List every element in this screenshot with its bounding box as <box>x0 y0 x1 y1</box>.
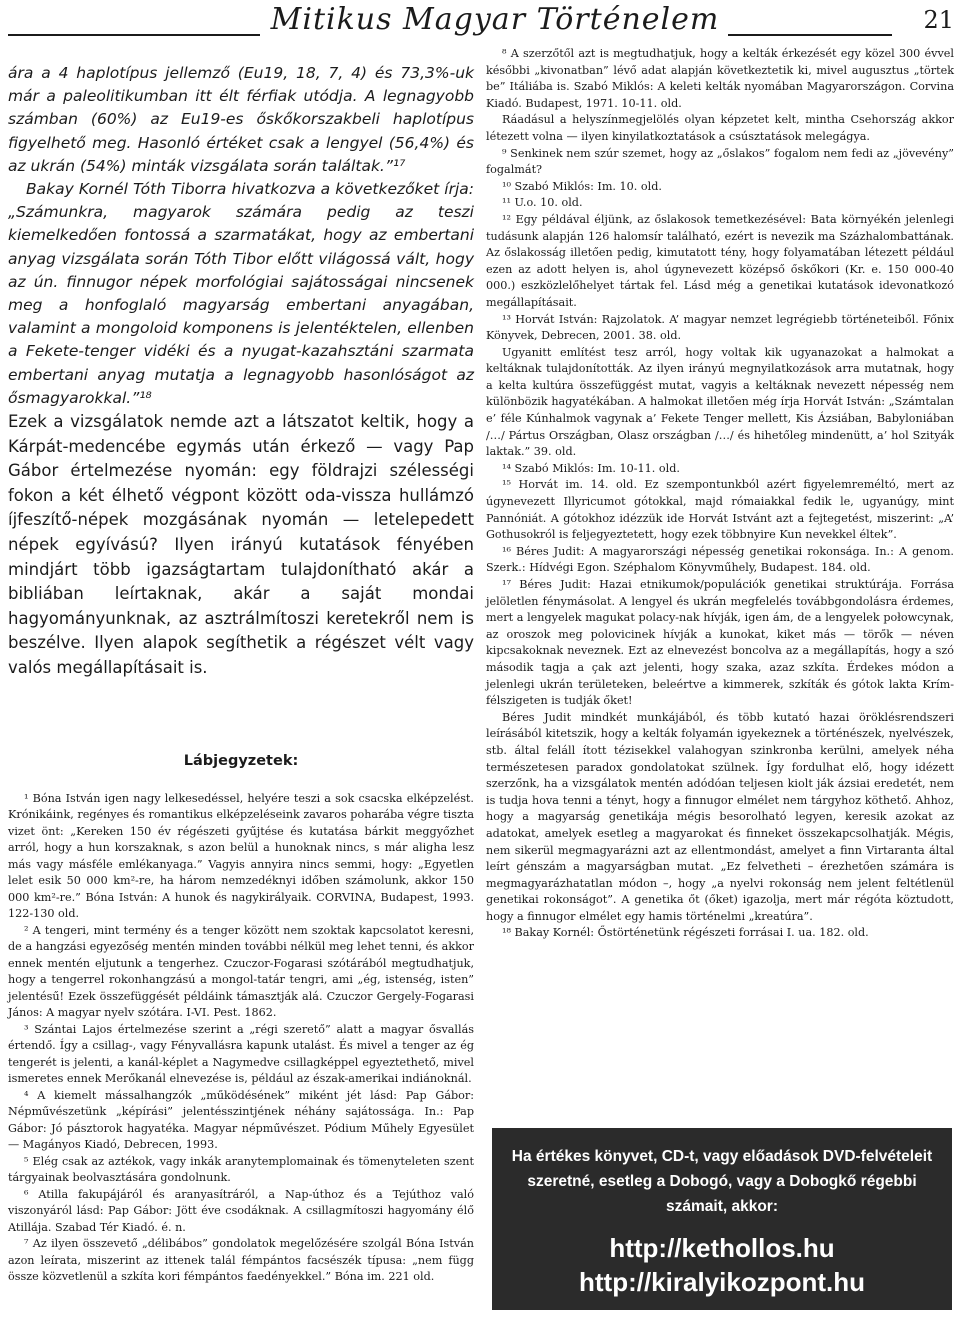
footnote-7: ⁷ Az ilyen összevető „délibábos” gondolatok megelőzésére szolgál Bóna István azon leírata, miszerint az ittenek talál fémpántos facsészék típusa: „nem függ össze közvetlenül a szkíta kori fémpántos faedényekkel.” Bóna im. 221 old. <box>8 1237 474 1284</box>
page-header <box>0 0 960 48</box>
footnotes-right <box>486 46 954 942</box>
footnote-5: ⁵ Elég csak az aztékok, vagy inkák aranytemplomainak és tömenyteleten szent tárgyainak beolvasztására gondolnunk. <box>8 1154 474 1185</box>
footnote-8: ⁸ A szerzőtől azt is megtudhatjuk, hogy a kelták érkezését egy közel 300 évvel későbbi „kivonatban” lévő adat alapján következtetik ki, mivel augusztus „törtek be” Itáliába is. Szabó Miklós: A keleti kelták nyomában Magyarországon. Corvina Kiadó. Budapest, 1971. 10-11. old. <box>486 47 954 110</box>
footnote-11: ¹¹ U.o. 10. old. <box>502 196 583 210</box>
page-number: 21 <box>923 6 954 34</box>
main-text <box>8 62 474 681</box>
footnote-18: ¹⁸ Bakay Kornél: Őstörténetünk régészeti forrásai I. ua. 182. old. <box>502 926 869 940</box>
footnote-3: ³ Szántai Lajos értelmezése szerint a „régi szerető” alatt a magyar ősvallás értendő. Így a csillag-, vagy Fényvallásra kapunk utalást. És mivel a tenger az ég tengerét is jelenti, a kanál-képlet a Nagymedve csillagképpel egyeztethető, mivel ismeretes ennek Merőkanál elnevezése is, például az észak-amerikai indiánoknál. <box>8 1022 474 1086</box>
footnote-17-continued: Béres Judit mindkét munkájából, és több kutató hazai öröklésrendszeri leírásából kitetszik, hogy a kelták folyamán igyekeznek a történészek, nyelvészek, stb. által feláll ított tézisekkel valahogyan szinkronba kerülni, amelyek néha természetesen paradox gondolatokat szülnek. Így fordulhat elő, hogy idézett szerzőnk, ha a vizsgálatok mentén adódóan teljesen kiolt ják ázsiai eredetét, nem is tudja hova tenni a tényt, hogy a finnugor elmélet nem tárgyhoz köthető. Ahhoz, hogy a magyarság genetikája mégis besorolható legyen, keresik azokat az adatokat, amelyek esetleg a magyarokat és finneket összekapcsolhatják. Mégis, nem sikerül megmagyarázni azt az ellentmondást, amelyet a finn Virtaranta által leírt génszám a magyarságban mutat. „Ez felvetheti – érezhetően számára is megmagyarázhatatlan módon –, hogy „a nyelvi rokonság nem jelent feltétlenül genetikai rokonságot”. A genetika őt (őket) igazolja, mert már régóta köztudott, hogy a finnugor elmélet egy hamis történelmi „kreatúra”. <box>486 710 954 923</box>
left-column <box>8 62 474 1286</box>
footnote-6: ⁶ Atilla fakupájáról és aranyasítráról, a Nap-úthoz és a Tejúthoz való viszonyáról lásd: Pap Gábor: Jött éve csodáknak. A csillagmítoszi hagyomány élő Atillája. Szabad Tér Kiadó. é. n. <box>8 1187 474 1234</box>
footnote-13-continued: Ugyanitt említést tesz arról, hogy voltak kik ugyanazokat a halmokat a keltáknak tulajdonították. Az ilyen irányú megnyilatkozások arra mutatnak, hogy a kelta kultúra összefüggést mutat, vagyis a keltáknak nevezett népesség nem különbözik hagyatékában. A halmokat illetően még írja Horvát István: „Számtalan e’ féle Kúnhalmok vagynak a’ Fekete Tenger mellett, Kis Ázsiában, Babyloniában /…/ Pártus Országban, Olasz országban /…/ és hihetőleg mindenütt, a’ hol Szityák laktak.” 39. old. <box>486 345 954 459</box>
footnotes-heading: Lábjegyzetek: <box>183 752 299 769</box>
header-rule-left <box>8 34 260 36</box>
main-text-quote: Bakay Kornél Tóth Tiborra hivatkozva a következőket írja: „Számunkra, magyarok számára pedig az teszi kiemelkedően fontossá a szarmatákat, hogy az embertani anyag vizsgálata során Tóth Tibor előtt világossá vált, hogy az ún. finnugor népek morfológiai sajátosságai nincsenek meg a honfoglaló magyarság embertani anyagában, valamint a mongoloid komponens is jelentéktelen, ellenben a Fekete-tenger vidéki és a nyugat-kazahsztáni szarmata embertani anyag mutatja a legnagyobb hasonlóságot az ősmagyarokkal.”¹⁸ <box>8 180 474 407</box>
footnote-12: ¹² Egy példával éljünk, az őslakosok temetkezésével: Bata környékén jelenlegi tudásunk alapján 126 halomsír található, ezért is nevezik ma Százhalombattának. Az őslakosság illetően pedig, kimutatott tény, hogy folyamatában létezett például ezen az adott helyen is, ahol úgynevezett középső őskőkori (Kr. e. 150 000-40 000.) eszközlelőhelyet tártak fel. Lásd még a genetikai kutatások idevonatkozó megállapításait. <box>486 212 954 309</box>
footnote-1: ¹ Bóna István igen nagy lelkesedéssel, helyére teszi a sok csacska elképzelést. Krónikáink, regényes és romantikus elképzeléseink zavaros poharába végre tiszta vizet önt: „Kereken 150 év régészeti gyűjtése és kutatása bárkit meggyőzhet arról, hogy a hun korszaknak, s azon belül a hunoknak nincs, s már aligha lesz más vagy másféle emlékanyaga.” Vagyis annyira nincs semmi, hogy: „Egyetlen lelet esik 50 000 km²-re, ha három nemzedéknyi időben számolunk, akkor 150 000 km²-re.” Bóna István: A hunok és nagykirályaik. CORVINA, Budapest, 1993. 122-130 old. <box>8 791 474 921</box>
running-title: Mitikus Magyar Történelem <box>270 2 720 37</box>
footnote-4: ⁴ A kiemelt mássalhangzók „működésének” miként jét lásd: Pap Gábor: Népművészetünk „képírási” jelentésszintjének néhány sajátossága. In.: Pap Gábor: Jó pásztorok hagyatéka. Magyar népművészet. Pódium Műhely Egyesület — Magányos Kiadó, Debrecen, 1993. <box>8 1088 474 1152</box>
footnote-10: ¹⁰ Szabó Miklós: Im. 10. old. <box>502 179 662 193</box>
promo-box <box>492 1128 952 1310</box>
promo-text: Ha értékes könyvet, CD-t, vagy előadások DVD-felvételeit szeretné, esetleg a Dobogó, vagy a Dobogkő régebbi számait, akkor: <box>511 1148 933 1215</box>
footnote-9: ⁹ Senkinek nem szúr szemet, hogy az „őslakos” fogalom nem fedi az „jövevény” fogalmát? <box>486 146 954 177</box>
footnote-13: ¹³ Horvát István: Rajzolatok. A’ magyar nemzet legrégiebb történeteiből. Főnix Könyvek, Debrecen, 2001. 38. old. <box>486 312 954 343</box>
footnotes-left <box>8 791 474 1286</box>
main-text-conclusion: Ezek a vizsgálatok nemde azt a látszatot keltik, hogy a Kárpát-medencébe egymás után érkező — vagy Pap Gábor értelmezése nyomán: egy földrajzi szélességi fokon a két élhető végpont között oda-vissza hullámzó íjfeszítő-népek mozgásának nyomán — letelepedett népek egyívású? Ilyen irányú kutatások fényében mindjárt több igazságtartam tulajdonítható akár a bibliában leírtaknak, akár a saját mondai hagyományunknak, az asztrálmítoszi keretekről nem is beszélve. Ilyen alapok segíthetik a régészet vélt vagy valós megállapításait is. <box>8 412 474 677</box>
footnote-2: ² A tengeri, mint termény és a tenger között nem szoktak kapcsolatot keresni, de a hangzási egyezőség mentén minden további nélkül meg lehet tenni, és akkor ennek mentén eljutunk a tengerhez. Czuczor-Fogarasi szótárából megtudhatjuk, hogy a tengerrel rokonhangzású a mongol-tatár tengri, ami „ég, istenség, isten” jelentésű! Ezek összefüggését példáink támasztják alá. Czuczor Gergely-Fogarasi János: A magyar nyelv szótára. I-VI. Pest. 1862. <box>8 923 474 1020</box>
footnote-8-continued: Ráadásul a helyszínmegjelölés olyan képzetet kelt, mintha Csehország akkor létezett volna — ilyen kinyilatkoztatások a csúsztatások melegágya. <box>486 113 954 143</box>
main-text-lead: ára a 4 haplotípus jellemző (Eu19, 18, 7, 4) és 73,3%-uk már a paleolitikumban itt élt férfiak utódja. A legnagyobb számban (60%) az Eu19-es őskőkorszakbeli haplotípus figyelhető meg. Hasonló értéket csak a lengyel (56,4%) és az ukrán (54%) minták vizsgálata során találtak.”¹⁷ <box>8 64 474 175</box>
promo-link-kiralyikozpont[interactable]: http://kiralyikozpont.hu <box>579 1267 865 1297</box>
header-rule-right <box>728 34 892 36</box>
footnote-16: ¹⁶ Béres Judit: A magyarországi népesség genetikai rokonsága. In.: A genom. Szerk.: Hídvégi Egon. Széphalom Könyvműhely, Budapest. 184. old. <box>486 544 954 575</box>
footnote-17: ¹⁷ Béres Judit: Hazai etnikumok/populációk genetikai struktúrája. Forrása jelöletlen fénymásolat. A lengyel és ukrán megfelelés továbbgondolásra érdemes, mert a lengyelek magukat polacy-nak hívják, igen ám, de a lengyelek połowcynak, az oroszok meg polovicinek hívják a kunokat, kiket más — törők — néven kipcsakoknak neveznek. Ezt az elnevezést boncolva az a megállapítás, hogy a szó második tagja a çak azt jelenti, hogy szaka, azaz szkíta. Érdekes módon a jelenlegi ukrán területeken, beleértve a kimmerek, szkíták és gótok lakta Krím-félszigeten is tudják őket! <box>486 578 954 708</box>
footnote-14: ¹⁴ Szabó Miklós: Im. 10-11. old. <box>502 461 680 475</box>
right-column <box>486 46 954 942</box>
footnote-15: ¹⁵ Horvát im. 14. old. Ez szempontunkból azért figyelemreméltó, mert az úgynevezett Illyricumot gótokkal, majd rómaiakkal fedik le, ugyanúgy, mint Pannóniát. A gótokhoz idézzük ide Horvát Istvánt azt a fejtegetést, miszerint: „A’ Gothusokról is feljegyeztetett, hogy ezek többnyire Kun nevekkel éltek”. <box>486 478 954 542</box>
promo-link-kethollos[interactable]: http://kethollos.hu <box>609 1233 835 1263</box>
